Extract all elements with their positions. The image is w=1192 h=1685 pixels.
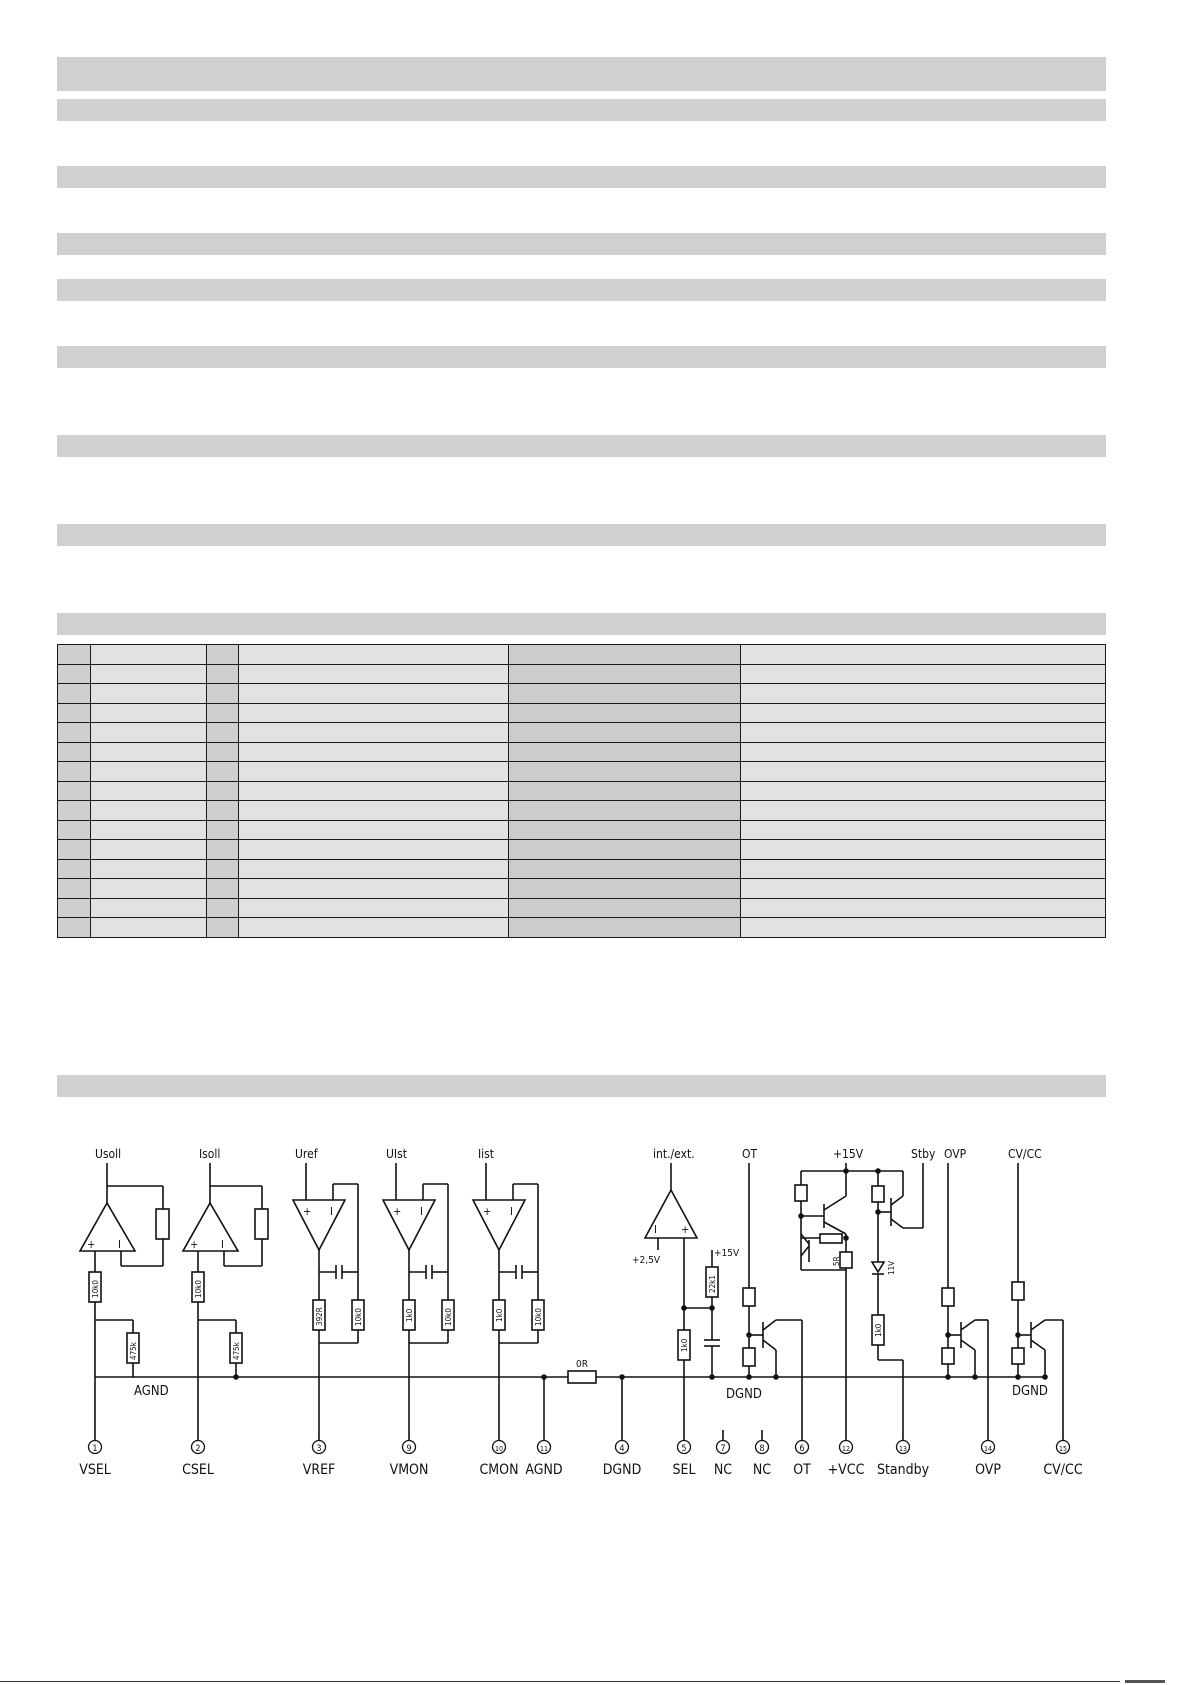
table-row bbox=[58, 801, 1106, 821]
table-cell bbox=[58, 801, 91, 821]
table-cell bbox=[58, 645, 91, 665]
table-cell bbox=[207, 645, 239, 665]
table-cell bbox=[207, 879, 239, 899]
table-cell bbox=[509, 820, 741, 840]
table-cell bbox=[741, 742, 1106, 762]
table-cell bbox=[741, 664, 1106, 684]
label-stby: Stby bbox=[911, 1147, 936, 1161]
table-cell bbox=[239, 840, 509, 860]
label-p15v: +15V bbox=[833, 1147, 864, 1161]
section-bar-1 bbox=[57, 99, 1106, 121]
vref-buffer bbox=[293, 1163, 364, 1440]
pin-8-number: 8 bbox=[759, 1444, 765, 1454]
pin-2-label: CSEL bbox=[182, 1462, 214, 1478]
table-cell bbox=[207, 781, 239, 801]
table-cell bbox=[239, 898, 509, 918]
csel-opamp bbox=[183, 1163, 268, 1440]
svg-text:+: + bbox=[87, 1238, 96, 1251]
label-isoll: Isoll bbox=[199, 1147, 221, 1161]
svg-text:+: + bbox=[483, 1205, 492, 1218]
footer-mark bbox=[1125, 1680, 1165, 1683]
table-cell bbox=[509, 723, 741, 743]
table-cell bbox=[239, 781, 509, 801]
vmon-buffer bbox=[383, 1163, 454, 1440]
table-cell bbox=[207, 762, 239, 782]
table-row bbox=[58, 664, 1106, 684]
pin-8-label: NC bbox=[752, 1462, 772, 1478]
pin-3-number: 3 bbox=[316, 1444, 322, 1454]
pin-10-label: CMON bbox=[479, 1462, 519, 1478]
pin-5-number: 5 bbox=[681, 1444, 687, 1454]
table-row bbox=[58, 879, 1106, 899]
table-cell bbox=[741, 703, 1106, 723]
table-cell bbox=[741, 859, 1106, 879]
table-cell bbox=[91, 723, 207, 743]
table-cell bbox=[509, 918, 741, 938]
section-bar-8 bbox=[57, 613, 1106, 635]
table-cell bbox=[58, 742, 91, 762]
table-cell bbox=[741, 898, 1106, 918]
table-cell bbox=[58, 684, 91, 704]
table-cell bbox=[741, 684, 1106, 704]
value-r-vmon-b: 10k0 bbox=[444, 1308, 453, 1326]
value-zener: 11V bbox=[887, 1260, 896, 1275]
table-cell bbox=[509, 879, 741, 899]
value-r-vcc: 5R bbox=[832, 1256, 841, 1266]
value-r-vsel-shunt: 475k bbox=[129, 1342, 138, 1360]
pin-1-label: VSEL bbox=[79, 1462, 111, 1478]
value-r-cmon-b: 10k0 bbox=[534, 1308, 543, 1326]
table-cell bbox=[58, 703, 91, 723]
table-cell bbox=[741, 801, 1106, 821]
pin-11-label: AGND bbox=[525, 1462, 563, 1478]
value-r-link: 0R bbox=[576, 1359, 588, 1370]
table-cell bbox=[91, 820, 207, 840]
pin-4-label: DGND bbox=[602, 1462, 642, 1478]
section-bar-schematic bbox=[57, 1075, 1106, 1097]
table-cell bbox=[239, 703, 509, 723]
table-cell bbox=[207, 664, 239, 684]
svg-text:+: + bbox=[393, 1205, 402, 1218]
table-cell bbox=[91, 742, 207, 762]
table-cell bbox=[58, 664, 91, 684]
table-cell bbox=[91, 840, 207, 860]
section-bar-4 bbox=[57, 279, 1106, 301]
table-cell bbox=[91, 664, 207, 684]
table-row bbox=[58, 820, 1106, 840]
value-r-vmon-a: 1k0 bbox=[405, 1308, 414, 1322]
table-row bbox=[58, 781, 1106, 801]
pin-13-label: Standby bbox=[876, 1462, 930, 1478]
table-cell bbox=[741, 879, 1106, 899]
table-cell bbox=[207, 801, 239, 821]
svg-text:+: + bbox=[303, 1205, 312, 1218]
pin-14-label: OVP bbox=[975, 1462, 1001, 1478]
table-cell bbox=[239, 801, 509, 821]
table-cell bbox=[58, 918, 91, 938]
table-cell bbox=[207, 859, 239, 879]
value-r-vref-b: 10k0 bbox=[354, 1308, 363, 1326]
table-cell bbox=[58, 820, 91, 840]
label-uist: UIst bbox=[386, 1147, 407, 1161]
table-cell bbox=[58, 898, 91, 918]
table-cell bbox=[239, 918, 509, 938]
table-row bbox=[58, 898, 1106, 918]
pin-12-number: 12 bbox=[841, 1445, 851, 1453]
table-cell bbox=[509, 840, 741, 860]
pin-table bbox=[57, 644, 1106, 938]
svg-text:I: I bbox=[654, 1223, 657, 1236]
table-cell bbox=[741, 723, 1106, 743]
table-row bbox=[58, 703, 1106, 723]
table-cell bbox=[91, 781, 207, 801]
table-cell bbox=[207, 898, 239, 918]
value-r-vref-a: 392R bbox=[315, 1307, 324, 1326]
table-cell bbox=[741, 840, 1106, 860]
pin-13-number: 13 bbox=[898, 1445, 908, 1453]
table-cell bbox=[239, 664, 509, 684]
label-dgnd-right: DGND bbox=[1012, 1384, 1048, 1399]
pin-11-number: 11 bbox=[539, 1445, 549, 1453]
table-cell bbox=[741, 762, 1106, 782]
table-row bbox=[58, 859, 1106, 879]
table-row bbox=[58, 840, 1106, 860]
pin-3-label: VREF bbox=[302, 1462, 336, 1478]
table-row bbox=[58, 645, 1106, 665]
table-cell bbox=[91, 898, 207, 918]
table-cell bbox=[91, 703, 207, 723]
section-bar-7 bbox=[57, 524, 1106, 546]
table-cell bbox=[207, 723, 239, 743]
table-cell bbox=[207, 742, 239, 762]
section-bar-title bbox=[57, 57, 1106, 91]
table-cell bbox=[58, 879, 91, 899]
table-cell bbox=[207, 703, 239, 723]
value-sel-supply: +15V bbox=[714, 1248, 740, 1259]
svg-text:I: I bbox=[330, 1205, 333, 1218]
table-cell bbox=[239, 762, 509, 782]
pin-4-number: 4 bbox=[619, 1444, 625, 1454]
table-cell bbox=[207, 918, 239, 938]
pin-5-label: SEL bbox=[672, 1462, 696, 1478]
table-cell bbox=[58, 723, 91, 743]
label-ovp: OVP bbox=[944, 1147, 967, 1161]
label-usoll: Usoll bbox=[95, 1147, 122, 1161]
table-cell bbox=[509, 664, 741, 684]
table-cell bbox=[509, 801, 741, 821]
svg-text:+: + bbox=[681, 1223, 690, 1236]
pin-1-number: 1 bbox=[92, 1444, 98, 1454]
value-r-vsel-series: 10k0 bbox=[91, 1280, 100, 1298]
pin-6-number: 6 bbox=[799, 1444, 805, 1454]
table-cell bbox=[207, 684, 239, 704]
pin-14-number: 14 bbox=[983, 1445, 993, 1453]
value-r-standby: 1k0 bbox=[874, 1323, 883, 1337]
table-cell bbox=[509, 898, 741, 918]
table-cell bbox=[58, 781, 91, 801]
label-iist: Iist bbox=[478, 1147, 495, 1161]
pin-12-label: +VCC bbox=[827, 1462, 865, 1478]
table-cell bbox=[509, 703, 741, 723]
table-cell bbox=[509, 781, 741, 801]
section-bar-6 bbox=[57, 435, 1106, 457]
footer-rule bbox=[0, 1681, 1120, 1682]
table-cell bbox=[207, 820, 239, 840]
table-cell bbox=[741, 781, 1106, 801]
svg-text:+: + bbox=[190, 1238, 199, 1251]
ovp-transistor bbox=[942, 1163, 988, 1440]
table-cell bbox=[239, 820, 509, 840]
table-cell bbox=[741, 820, 1106, 840]
table-cell bbox=[91, 645, 207, 665]
svg-text:I: I bbox=[420, 1205, 423, 1218]
table-cell bbox=[58, 840, 91, 860]
cmon-buffer bbox=[473, 1163, 544, 1440]
table-cell bbox=[239, 742, 509, 762]
standby-circuit bbox=[872, 1163, 923, 1440]
label-cvcc: CV/CC bbox=[1008, 1147, 1042, 1161]
section-bar-5 bbox=[57, 346, 1106, 368]
vcc-regulator bbox=[795, 1163, 903, 1440]
pin-2-number: 2 bbox=[195, 1444, 201, 1454]
pin-6-label: OT bbox=[793, 1462, 811, 1478]
pin-15-number: 15 bbox=[1058, 1445, 1068, 1453]
pin-15-label: CV/CC bbox=[1043, 1462, 1083, 1478]
table-row bbox=[58, 742, 1106, 762]
label-ot: OT bbox=[742, 1147, 758, 1161]
value-r-sel-pullup: 22k1 bbox=[708, 1275, 717, 1293]
table-cell bbox=[509, 762, 741, 782]
value-r-sel: 1k0 bbox=[680, 1338, 689, 1352]
label-int-ext: int./ext. bbox=[653, 1147, 695, 1161]
table-cell bbox=[509, 859, 741, 879]
pin-9-number: 9 bbox=[406, 1444, 412, 1454]
table-cell bbox=[91, 801, 207, 821]
table-cell bbox=[91, 684, 207, 704]
svg-text:I: I bbox=[510, 1205, 513, 1218]
label-dgnd-mid: DGND bbox=[726, 1387, 762, 1402]
value-r-csel-shunt: 475k bbox=[232, 1342, 241, 1360]
table-cell bbox=[91, 762, 207, 782]
table-cell bbox=[207, 840, 239, 860]
table-cell bbox=[91, 859, 207, 879]
table-cell bbox=[239, 859, 509, 879]
label-uref: Uref bbox=[295, 1147, 318, 1161]
value-r-cmon-a: 1k0 bbox=[495, 1308, 504, 1322]
connection-schematic bbox=[0, 1130, 1192, 1500]
section-bar-2 bbox=[57, 166, 1106, 188]
table-cell bbox=[741, 918, 1106, 938]
value-sel-ref: +2,5V bbox=[632, 1255, 660, 1266]
table-cell bbox=[58, 859, 91, 879]
table-cell bbox=[239, 879, 509, 899]
table-cell bbox=[58, 762, 91, 782]
section-bar-3 bbox=[57, 233, 1106, 255]
table-cell bbox=[239, 684, 509, 704]
value-r-csel-series: 10k0 bbox=[194, 1280, 203, 1298]
pin-7-number: 7 bbox=[720, 1444, 726, 1454]
svg-text:I: I bbox=[221, 1238, 224, 1251]
table-cell bbox=[239, 723, 509, 743]
table-cell bbox=[91, 879, 207, 899]
table-cell bbox=[91, 918, 207, 938]
table-cell bbox=[509, 684, 741, 704]
table-cell bbox=[509, 742, 741, 762]
pin-9-label: VMON bbox=[389, 1462, 429, 1478]
table-cell bbox=[239, 645, 509, 665]
pin-7-label: NC bbox=[713, 1462, 733, 1478]
sel-comparator bbox=[645, 1163, 720, 1440]
table-row bbox=[58, 684, 1106, 704]
table-cell bbox=[509, 645, 741, 665]
svg-text:I: I bbox=[118, 1238, 121, 1251]
table-cell bbox=[741, 645, 1106, 665]
pin-10-number: 10 bbox=[494, 1445, 504, 1453]
label-agnd: AGND bbox=[134, 1384, 169, 1399]
table-row bbox=[58, 723, 1106, 743]
table-row bbox=[58, 762, 1106, 782]
table-row bbox=[58, 918, 1106, 938]
